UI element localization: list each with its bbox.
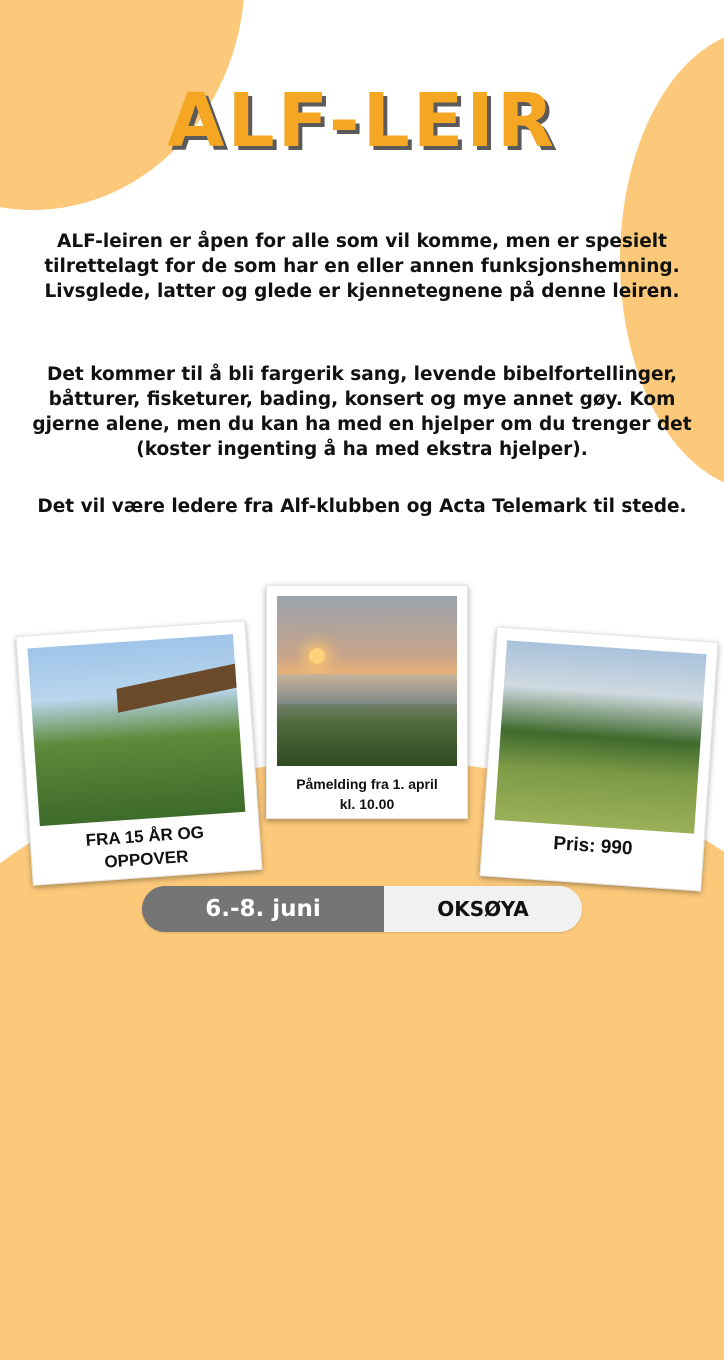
page-title: ALF-LEIR	[167, 78, 557, 164]
leaders-paragraph: Det vil være ledere fra Alf-klubben og Acta Telemark til stede.	[37, 496, 687, 517]
polaroid-age	[16, 620, 263, 885]
price-caption: Pris: 990	[552, 833, 634, 860]
sunset-lake-photo	[277, 596, 457, 766]
polaroid-price	[480, 627, 719, 892]
registration-caption-line1: Påmelding fra 1. april	[296, 776, 438, 792]
event-dates: 6.-8. juni	[142, 886, 384, 932]
age-caption	[30, 817, 261, 879]
registration-caption-line2: kl. 10.00	[339, 796, 395, 812]
sun	[309, 648, 325, 664]
activities-paragraph: Det kommer til å bli fargerik sang, levende bibelfortellinger, båtturer, fisketurer, bading, konsert og mye annet gøy. Kom gjerne alene, men du kan ha med en hjelper om du trenger det (koster ingenting å ha med ekstra hjelper).	[32, 364, 692, 460]
date-location-bar	[142, 886, 582, 932]
event-location: OKSØYA	[384, 886, 582, 932]
camp-gathering-photo	[27, 634, 245, 826]
registration-caption	[267, 774, 467, 814]
outdoor-circle-photo	[495, 640, 707, 834]
age-caption-line1: FRA 15 ÅR OG	[85, 822, 205, 850]
pavilion-roof	[116, 664, 236, 713]
intro-paragraph: ALF-leiren er åpen for alle som vil komme, men er spesielt tilrettelagt for de som har en eller annen funksjonshemning. Livsglede, latter og glede er kjennetegnene på denne leiren.	[44, 231, 680, 302]
age-caption-line2: OPPOVER	[103, 846, 190, 872]
lake-water	[277, 674, 457, 704]
polaroid-registration	[266, 585, 468, 819]
